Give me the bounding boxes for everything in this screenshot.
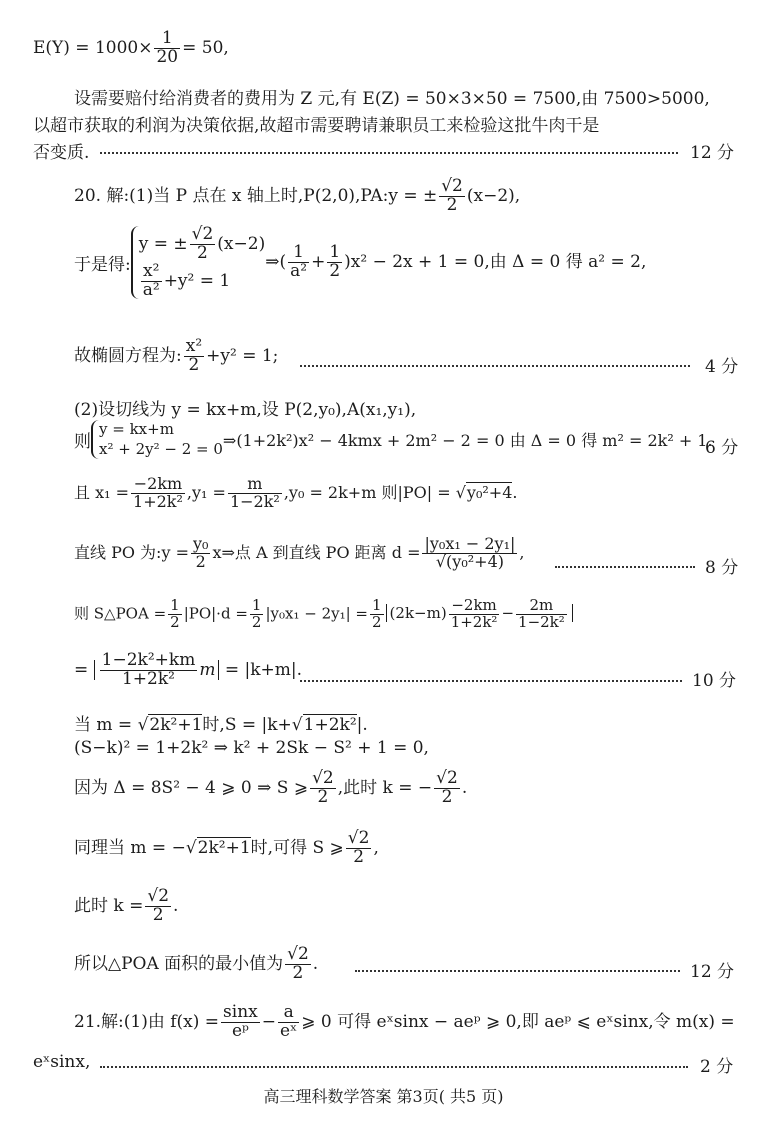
ellipse-fraction: $\frac{\text{x²}}{2}$ xyxy=(185,336,203,375)
p21-header: 21.解:(1)由 f(x) = $\frac{\sin x}{\text{eᵖ}}$ − $\frac{a}{\text{eˣ}}$ ⩾ 0 可得 eˣsinx − aeᵖ ⩾ 0,即 aeᵖ ⩽ eˣsinx,令 m(x) = xyxy=(74,1002,735,1041)
eq10-line: = $\frac{\text{1−2k²+km}}{\text{1+2k²}}$ m = |k+m|. xyxy=(74,650,303,689)
leader-dots xyxy=(100,1066,688,1068)
sys-eq2: $\frac{\text{x²}}{\text{a²}}$ +y² = 1 xyxy=(142,260,231,300)
then-k-line: 此时 k = $\frac{√2}{2}$ . xyxy=(74,886,179,925)
p21-line2: eˣsinx, xyxy=(33,1052,91,1072)
score-10: 10 分 xyxy=(692,671,737,691)
pa-fraction xyxy=(439,178,465,215)
score-6: 6 分 xyxy=(705,438,739,458)
similar-line: 同理当 m = −√2k²+1时,可得 S ⩾ $\frac{√2}{2}$ , xyxy=(74,828,379,867)
score-8: 8 分 xyxy=(705,558,739,578)
system-line xyxy=(74,226,646,299)
pa-den: 2 xyxy=(446,194,458,215)
area-line: 则 S△POA = $\frac{1}{2}$ |PO|·d = $\frac{1}{2}$ |y₀x₁ − 2y₁| = $\frac{1}{2}$ (2k−m) $\frac{-2km}{\text{1+2k²}}$ − $\frac{2m}{\text{1−2k²}}$ xyxy=(74,598,573,631)
conclusion-end: 否变质. xyxy=(33,143,90,163)
ey-fraction xyxy=(154,30,180,67)
delta-line: 因为 Δ = 8S² − 4 ⩾ 0 ⇒ S ⩾ $\frac{√2}{2}$ ,此时 k = − $\frac{√2}{2}$ . xyxy=(74,768,468,807)
system2-brace: y = kx+m x² + 2y² − 2 = 0 xyxy=(91,420,223,459)
yude-label: 于是得: xyxy=(74,255,131,276)
pa-tail: (x−2), xyxy=(466,185,521,206)
ey-lhs: E(Y) = 1000× xyxy=(33,37,153,58)
p20-header-text: 20. 解:(1)当 P 点在 x 轴上时,P(2,0),PA:y = ± xyxy=(74,185,438,206)
ey-num: 1 xyxy=(154,30,180,49)
line-po: 直线 PO 为:y = $\frac{\text{y₀}}{2}$ x⇒点 A 到直线 PO 距离 d = $\frac{\text{|y₀x₁ − 2y₁|}}{\text{√(y₀²+4)}}$ , xyxy=(74,534,525,571)
leader-dots xyxy=(355,970,680,972)
ey-den: 20 xyxy=(156,46,179,67)
ey-line xyxy=(33,30,229,67)
score-4: 4 分 xyxy=(705,357,739,377)
abs-bars: (2k−m) $\frac{-2km}{\text{1+2k²}}$ − $\frac{2m}{\text{1−2k²}}$ xyxy=(386,604,573,622)
system2-result: ⇒(1+2k²)x² − 4kmx + 2m² − 2 = 0 由 Δ = 0 得 m² = 2k² + 1. xyxy=(222,431,713,450)
score-12-p19: 12 分 xyxy=(690,143,735,163)
part2-intro: (2)设切线为 y = kx+m,设 P(2,y₀),A(x₁,y₁), xyxy=(74,400,417,420)
pa-num: √2 xyxy=(441,176,463,196)
ez-line: 设需要赔付给消费者的费用为 Z 元,有 E(Z) = 50×3×50 = 7500,由 7500>5000, xyxy=(74,89,710,109)
min-line: 所以△POA 面积的最小值为 $\frac{√2}{2}$ . xyxy=(74,944,319,983)
leader-dots xyxy=(300,680,682,682)
system-brace xyxy=(131,226,265,299)
leader-dots xyxy=(555,566,695,568)
sys-eq1: y = ± $\frac{√2}{2}$ (x−2) xyxy=(138,224,266,263)
score-2: 2 分 xyxy=(700,1057,734,1077)
system-result: ⇒( $\frac{1}{\text{a²}}$ + $\frac{1}{2}$ )x² − 2x + 1 = 0,由 Δ = 0 得 a² = 2, xyxy=(265,242,647,282)
x1-y1-line: 且 x₁ = $\frac{-2km}{\text{1+2k²}}$ ,y₁ = $\frac{m}{\text{1−2k²}}$ ,y₀ = 2k+m 则|PO| = √y₀²+4. xyxy=(74,474,518,511)
page-footer: 高三理科数学答案 第3页( 共5 页) xyxy=(263,1087,504,1106)
square-line: (S−k)² = 1+2k² ⇒ k² + 2Sk − S² + 1 = 0, xyxy=(74,738,429,758)
leader-dots xyxy=(300,365,690,367)
system2-line: 则 y = kx+m x² + 2y² − 2 = 0 ⇒(1+2k²)x² − 4kmx + 2m² − 2 = 0 由 Δ = 0 得 m² = 2k² + 1. xyxy=(74,420,713,458)
conclusion-line: 以超市获取的利润为决策依据,故超市需要聘请兼职员工来检验这批牛肉干是 xyxy=(33,116,600,136)
leader-dots xyxy=(100,152,678,154)
when-m-line: 当 m = √2k²+1时,S = |k+√1+2k²|. xyxy=(74,715,368,735)
ellipse-line: 故椭圆方程为: $\frac{\text{x²}}{2}$ +y² = 1; xyxy=(74,336,279,375)
ey-rhs: = 50, xyxy=(182,37,229,58)
p20-header xyxy=(74,178,520,215)
score-12-p20: 12 分 xyxy=(690,962,735,982)
